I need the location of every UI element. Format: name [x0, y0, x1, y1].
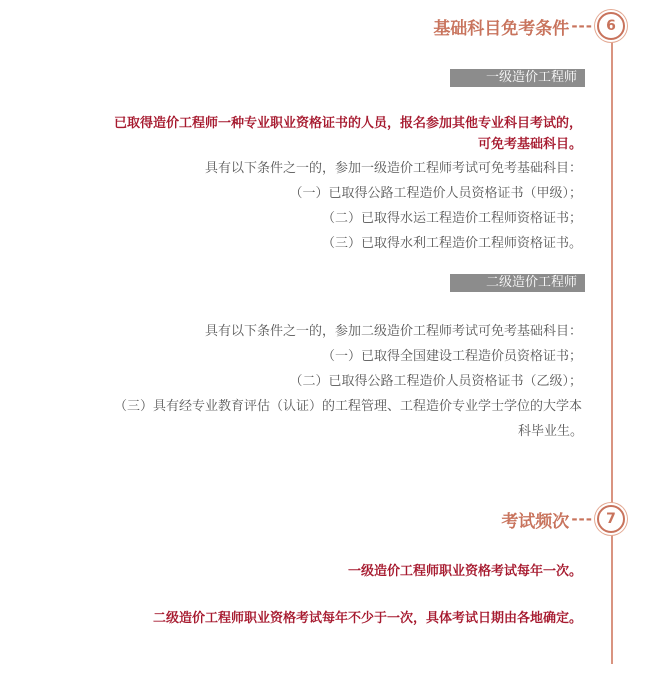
section-7-line-1: 一级造价工程师职业资格考试每年一次。 [347, 564, 582, 579]
grade-1-intro: 具有以下条件之一的，参加一级造价工程师考试可免考基础科目： [204, 161, 582, 176]
grade-2-item-3: （三）具有经专业教育评估（认证）的工程管理、工程造价专业学士学位的大学本 [113, 399, 582, 414]
grade-1-label-bar: 一级造价工程师 [450, 69, 585, 87]
timeline-line [611, 12, 613, 664]
grade-1-item-2: （二）已取得水运工程造价工程师资格证书； [321, 211, 582, 226]
section-7-number-badge: 7 [597, 505, 625, 533]
grade-2-intro: 具有以下条件之一的，参加二级造价工程师考试可免考基础科目： [204, 324, 582, 339]
section-7-header [501, 505, 625, 533]
grade-2-item-2: （二）已取得公路工程造价人员资格证书（乙级）； [289, 374, 582, 389]
grade-1-highlight-line-1: 已取得造价工程师一种专业职业资格证书的人员，报名参加其他专业科目考试的， [113, 116, 582, 131]
section-7-title: 考试频次 [501, 511, 570, 532]
section-6-number-badge: 6 [597, 12, 625, 40]
grade-2-item-3-continued: 科毕业生。 [518, 424, 584, 439]
grade-1-highlight-line-2: 可免考基础科目。 [477, 137, 582, 152]
section-6-title: 基础科目免考条件 [433, 18, 570, 39]
section-7-line-2: 二级造价工程师职业资格考试每年不少于一次，具体考试日期由各地确定。 [152, 611, 582, 626]
grade-2-label-bar: 二级造价工程师 [450, 274, 585, 292]
dash-connector: --- [571, 510, 593, 528]
grade-1-item-3: （三）已取得水利工程造价工程师资格证书。 [321, 236, 582, 251]
section-6-header [433, 12, 625, 40]
grade-1-item-1: （一）已取得公路工程造价人员资格证书（甲级）； [289, 186, 582, 201]
grade-2-item-1: （一）已取得全国建设工程造价员资格证书； [321, 349, 582, 364]
dash-connector: --- [571, 17, 593, 35]
